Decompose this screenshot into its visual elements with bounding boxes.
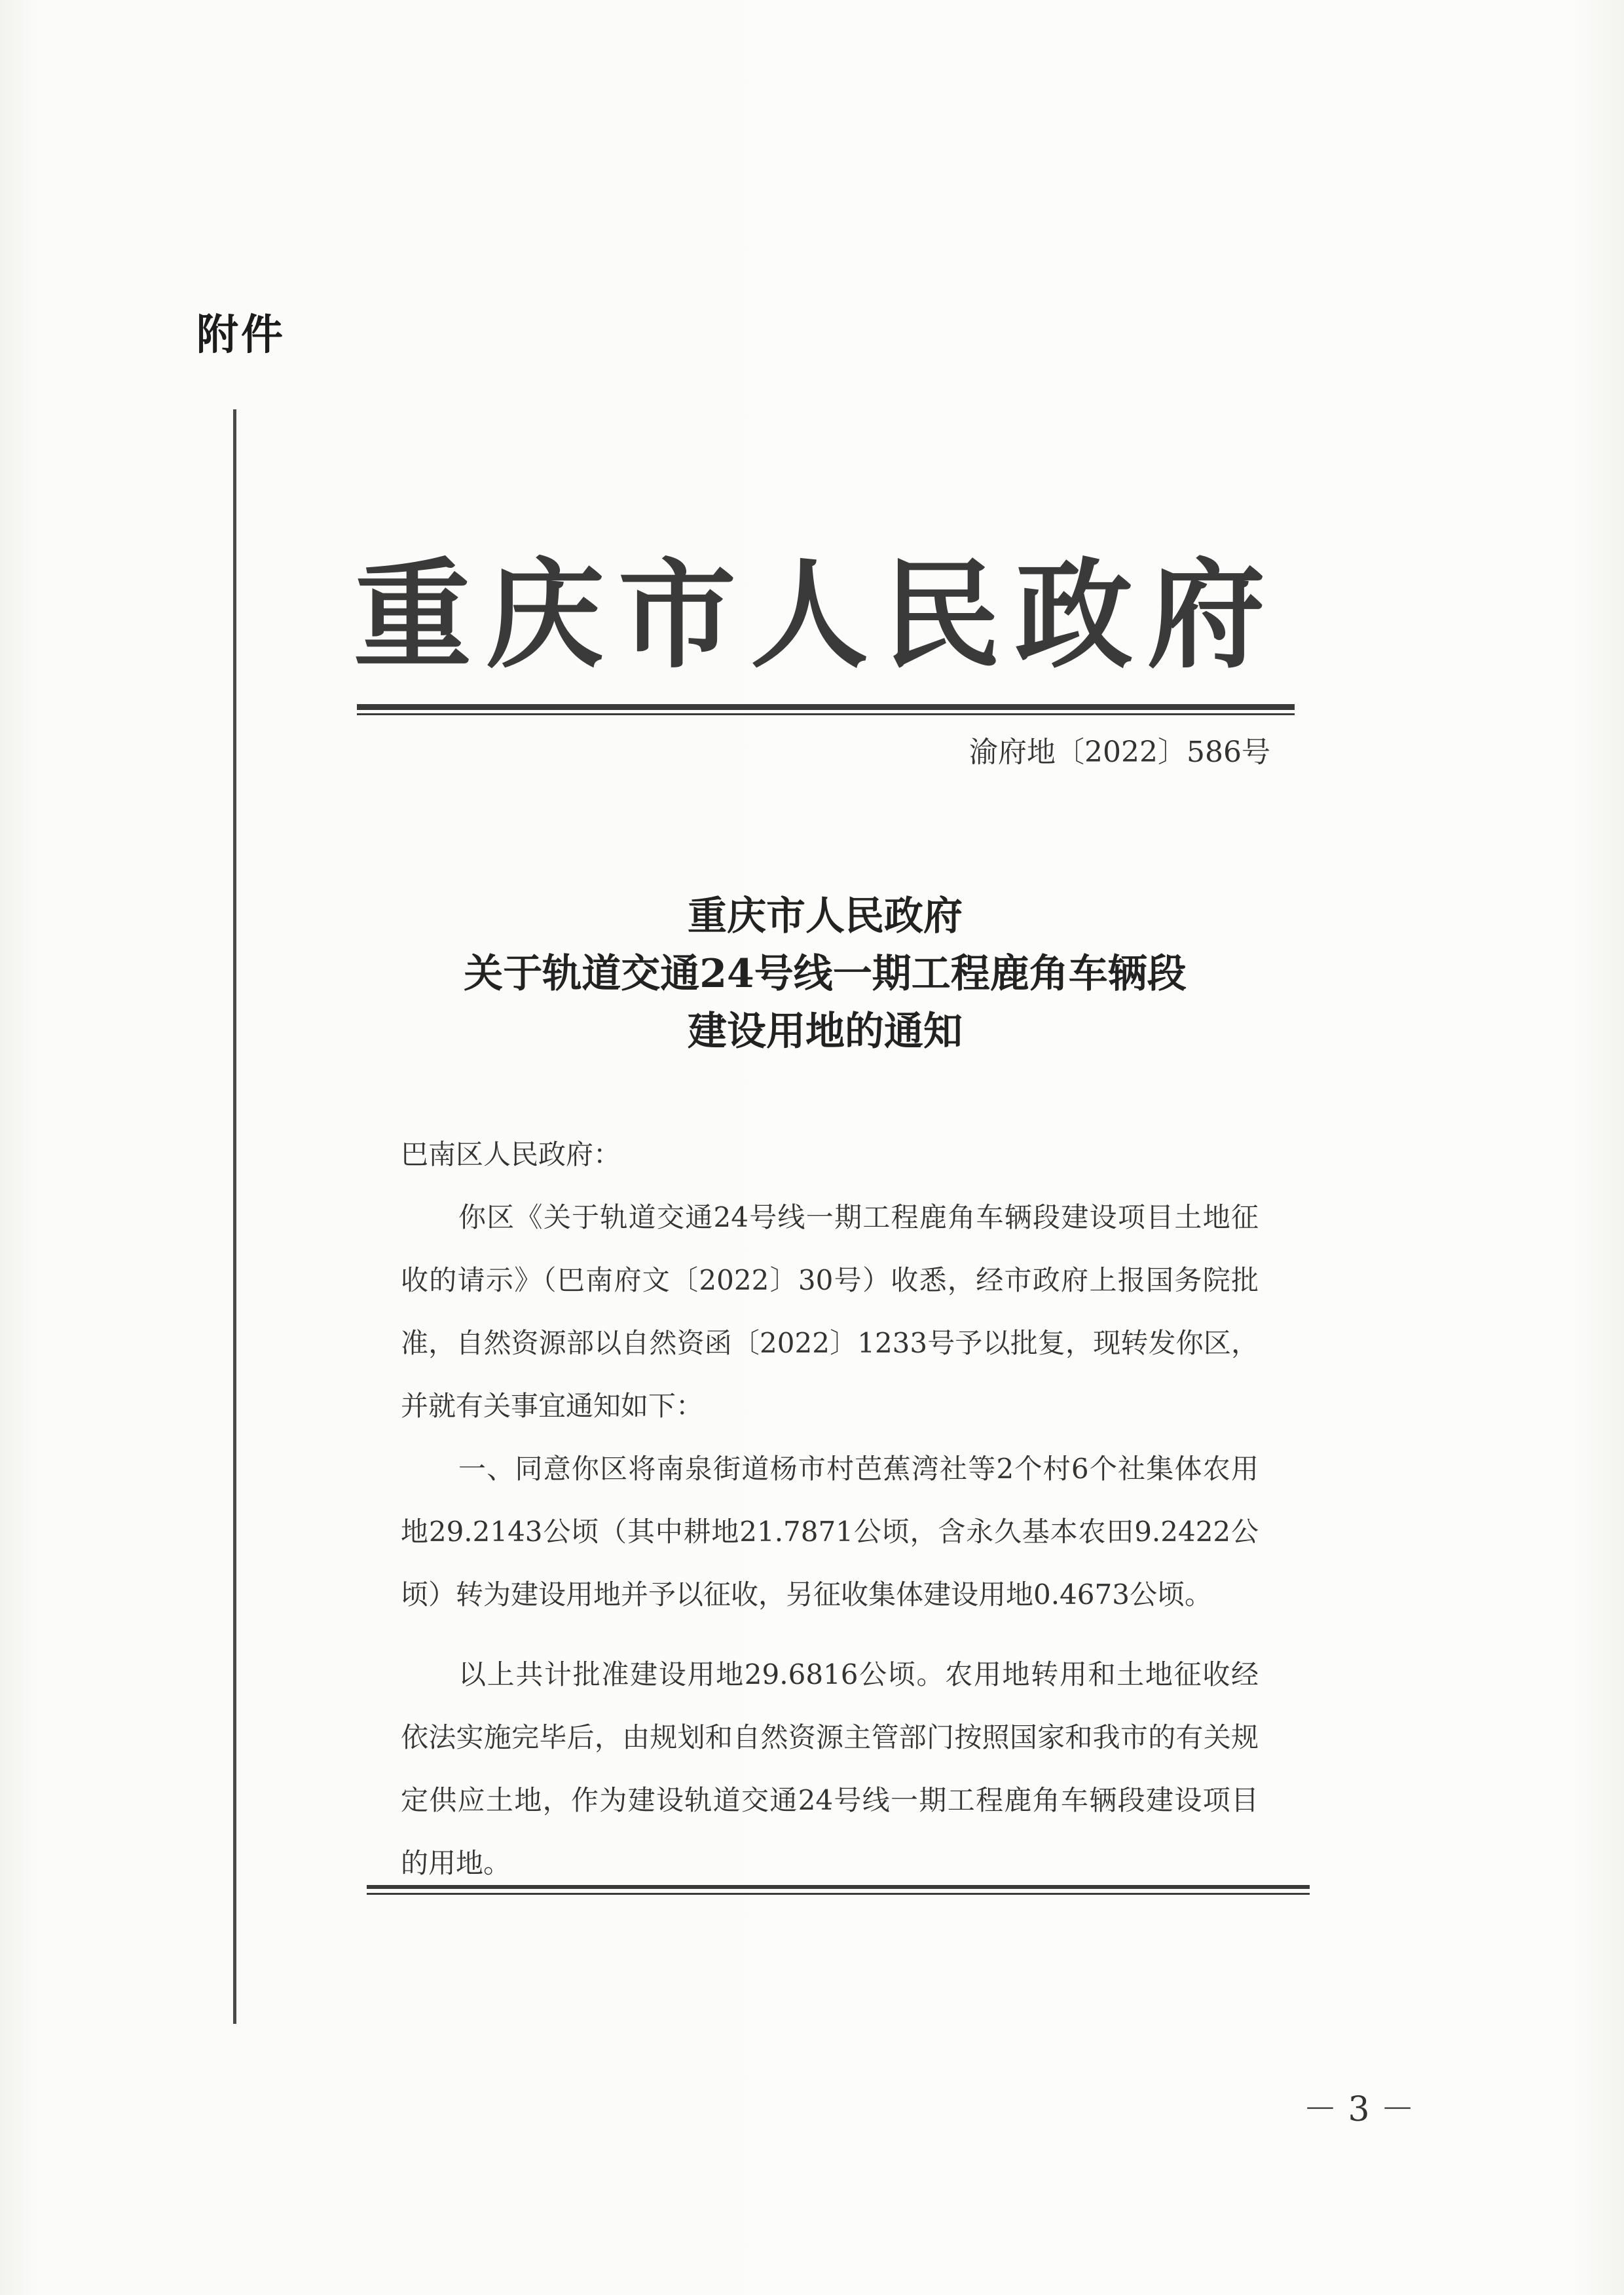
title-line-1: 重庆市人民政府 [688,893,963,939]
notice-body [401,1123,1259,1895]
paragraph-total: 以上共计批准建设用地29.6816公顷。农用地转用和土地征收经依法实施完毕后，由规划和自然资源主管部门按照国家和我市的有关规定供应土地，作为建设轨道交通24号线一期工程鹿角车辆段建设项目的用地。 [401,1658,1259,1879]
document-number: 渝府地〔2022〕586号 [969,736,1270,769]
paragraph-item-1: 一、同意你区将南泉街道杨市村芭蕉湾社等2个村6个社集体农用地29.2143公顷（其中耕地21.7871公顷，含永久基本农田9.2422公顷）转为建设用地并予以征收，另征收集体建设用地0.4673公顷。 [401,1453,1259,1611]
page-number: － 3 － [1303,2090,1415,2129]
notice-title [360,887,1290,1060]
salutation: 巴南区人民政府： [401,1138,621,1170]
issuer-header: 重庆市人民政府 [354,546,1280,684]
binding-margin-line [233,409,236,2024]
attachment-label: 附件 [196,311,286,360]
title-line-2: 关于轨道交通24号线一期工程鹿角车辆段 [464,951,1187,997]
header-divider-thick [357,704,1295,710]
footer-divider-thick [367,1885,1310,1889]
footer-divider-thin [367,1893,1310,1895]
title-line-3: 建设用地的通知 [688,1009,963,1054]
header-divider-thin [357,713,1295,715]
paragraph-intro: 你区《关于轨道交通24号线一期工程鹿角车辆段建设项目土地征收的请示》（巴南府文〔2022〕30号）收悉，经市政府上报国务院批准，自然资源部以自然资函〔2022〕1233号予以批复，现转发你区，并就有关事宜通知如下： [401,1201,1259,1422]
